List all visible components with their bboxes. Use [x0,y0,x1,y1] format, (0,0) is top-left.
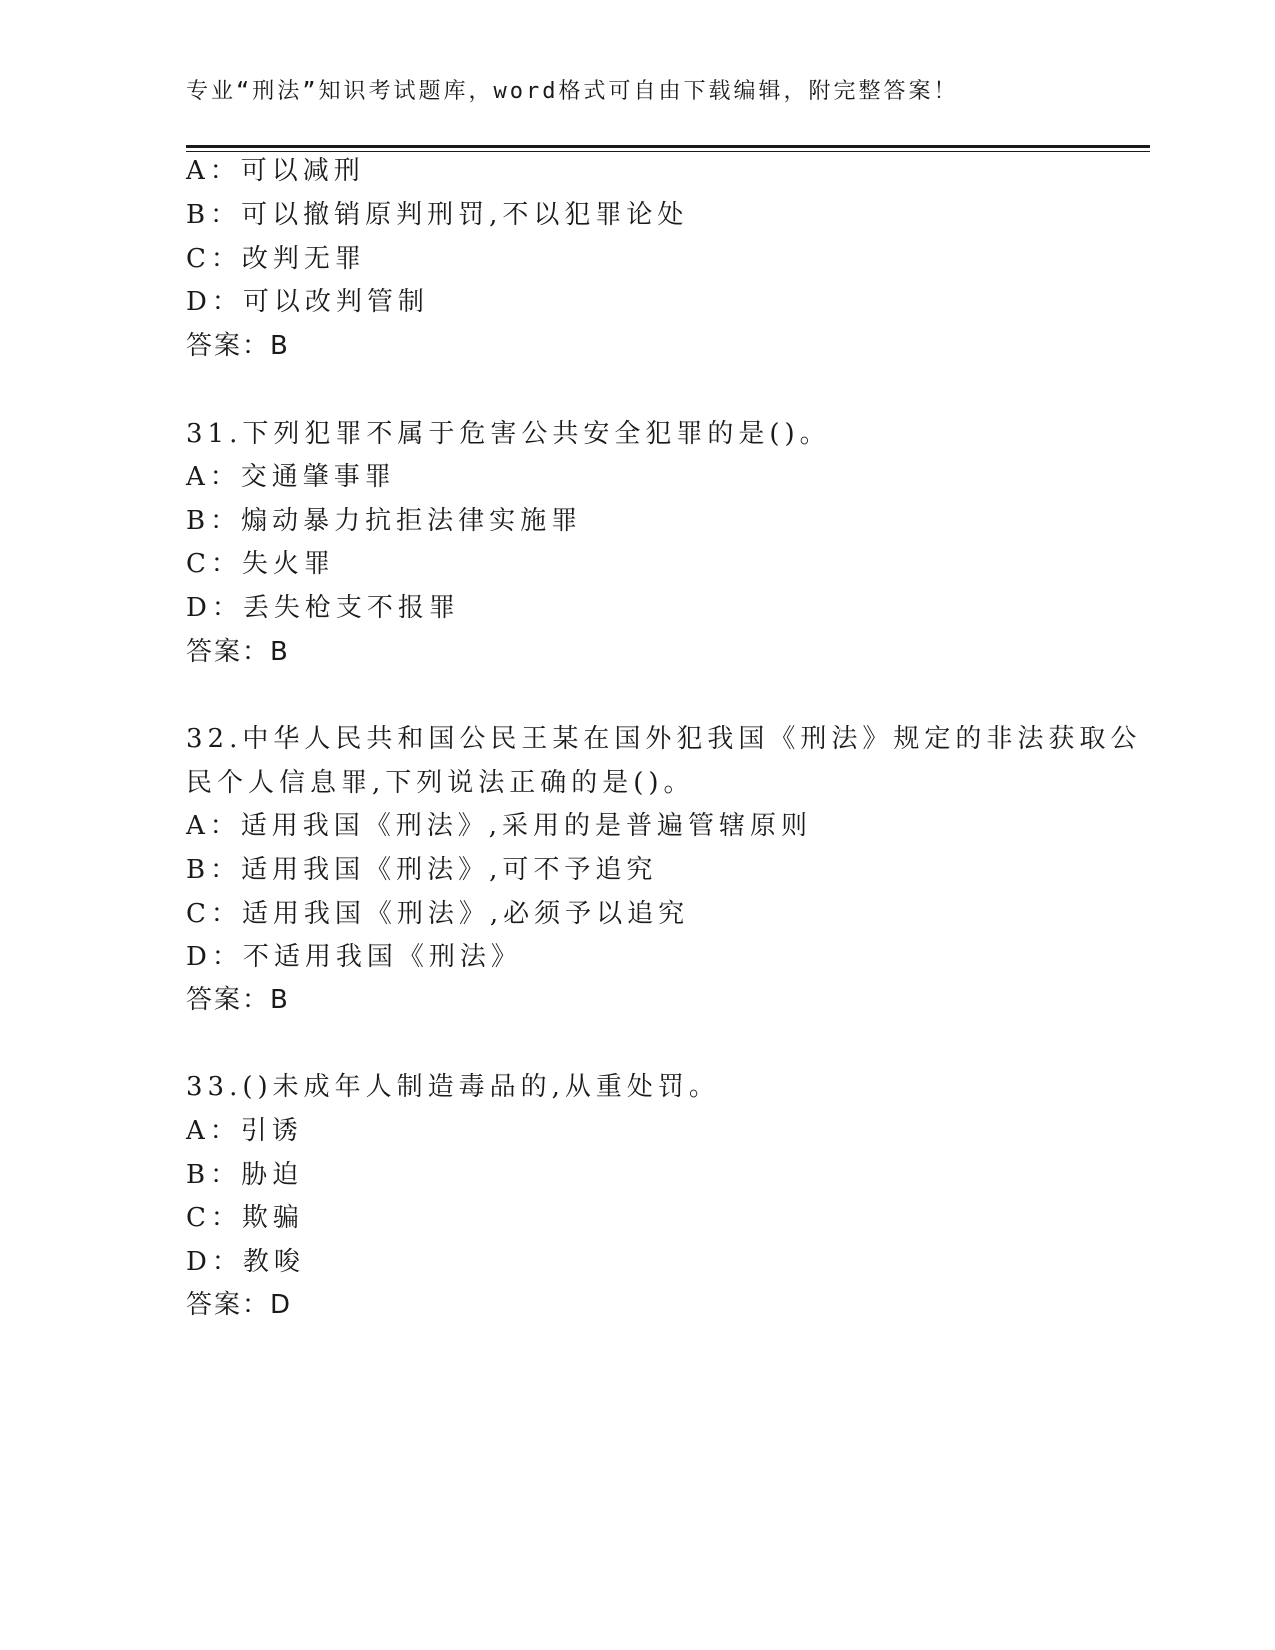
question-31: 31.下列犯罪不属于危害公共安全犯罪的是()。 [186,419,831,449]
question-32-line-2: 民个人信息罪,下列说法正确的是()。 [186,768,695,798]
option-d: D：可以改判管制 [186,287,429,317]
option-d: D：丢失枪支不报罪 [186,593,460,623]
option-c: C：适用我国《刑法》,必须予以追究 [186,899,690,929]
option-a: A：可以减刑 [186,156,365,186]
answer-label: 答案：D [186,1290,293,1320]
option-c: C：失火罪 [186,549,335,579]
option-c: C：改判无罪 [186,244,366,274]
option-b: B：胁迫 [186,1160,304,1190]
option-d: D：不适用我国《刑法》 [186,942,522,972]
option-b: B：可以撤销原判刑罚,不以犯罪论处 [186,200,689,230]
option-d: D：教唆 [186,1247,305,1277]
option-a: A：引诱 [186,1116,303,1146]
option-a: A：适用我国《刑法》,采用的是普遍管辖原则 [186,811,813,841]
page-header: 专业“刑法”知识考试题库，word格式可自由下载编辑，附完整答案！ [186,79,959,104]
option-c: C：欺骗 [186,1203,304,1233]
answer-label: 答案：B [186,637,290,667]
header-rule-thick [186,145,1150,148]
header-rule-thin [186,151,1150,152]
question-33: 33.()未成年人制造毒品的,从重处罚。 [186,1072,720,1102]
question-32-line-1: 32.中华人民共和国公民王某在国外犯我国《刑法》规定的非法获取公 [186,724,1142,754]
answer-label: 答案：B [186,331,290,361]
option-b: B：适用我国《刑法》,可不予追究 [186,855,658,885]
option-b: B：煽动暴力抗拒法律实施罪 [186,506,583,536]
option-a: A：交通肇事罪 [186,462,396,492]
answer-label: 答案：B [186,985,290,1015]
